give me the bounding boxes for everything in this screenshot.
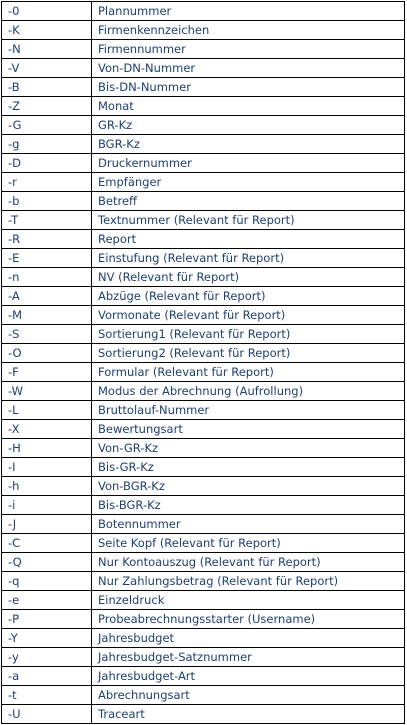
parameter-description: BGR-Kz xyxy=(92,135,405,154)
parameter-description: Jahresbudget-Satznummer xyxy=(92,648,405,667)
parameter-flag: -S xyxy=(2,325,92,344)
parameter-flag: -N xyxy=(2,40,92,59)
parameter-description: Report xyxy=(92,230,405,249)
parameter-description: Bis-BGR-Kz xyxy=(92,496,405,515)
parameter-flag: -D xyxy=(2,154,92,173)
table-row xyxy=(2,306,405,325)
parameter-flag: -B xyxy=(2,78,92,97)
parameter-description: Von-DN-Nummer xyxy=(92,59,405,78)
table-row xyxy=(2,496,405,515)
parameter-table-body xyxy=(2,2,405,724)
parameter-description: Sortierung1 (Relevant für Report) xyxy=(92,325,405,344)
table-row xyxy=(2,439,405,458)
parameter-flag: -I xyxy=(2,458,92,477)
table-row xyxy=(2,230,405,249)
parameter-description: GR-Kz xyxy=(92,116,405,135)
parameter-flag: -h xyxy=(2,477,92,496)
parameter-flag: -W xyxy=(2,382,92,401)
table-row xyxy=(2,154,405,173)
parameter-description: Nur Zahlungsbetrag (Relevant für Report) xyxy=(92,572,405,591)
parameter-flag: -Q xyxy=(2,553,92,572)
parameter-description: Bis-GR-Kz xyxy=(92,458,405,477)
table-row xyxy=(2,534,405,553)
parameter-flag: -n xyxy=(2,268,92,287)
parameter-description: Bewertungsart xyxy=(92,420,405,439)
parameter-description: Druckernummer xyxy=(92,154,405,173)
parameter-flag: -r xyxy=(2,173,92,192)
table-row xyxy=(2,610,405,629)
parameter-flag: -a xyxy=(2,667,92,686)
parameter-flag: -0 xyxy=(2,2,92,21)
table-row xyxy=(2,40,405,59)
parameter-description: Formular (Relevant für Report) xyxy=(92,363,405,382)
parameter-description: Plannummer xyxy=(92,2,405,21)
table-row xyxy=(2,59,405,78)
parameter-description: Monat xyxy=(92,97,405,116)
parameter-flag: -H xyxy=(2,439,92,458)
parameter-flag: -V xyxy=(2,59,92,78)
table-row xyxy=(2,363,405,382)
table-row xyxy=(2,325,405,344)
parameter-flag: -t xyxy=(2,686,92,705)
parameter-description: Abzüge (Relevant für Report) xyxy=(92,287,405,306)
table-row xyxy=(2,686,405,705)
parameter-description: Firmenkennzeichen xyxy=(92,21,405,40)
table-row xyxy=(2,477,405,496)
parameter-flag: -G xyxy=(2,116,92,135)
table-row xyxy=(2,420,405,439)
table-row xyxy=(2,211,405,230)
table-row xyxy=(2,173,405,192)
table-row xyxy=(2,287,405,306)
table-row xyxy=(2,705,405,724)
parameter-flag: -i xyxy=(2,496,92,515)
table-row xyxy=(2,591,405,610)
parameter-flag: -C xyxy=(2,534,92,553)
table-row xyxy=(2,382,405,401)
parameter-flag: -b xyxy=(2,192,92,211)
table-row xyxy=(2,97,405,116)
table-row xyxy=(2,515,405,534)
table-row xyxy=(2,78,405,97)
parameter-description: Textnummer (Relevant für Report) xyxy=(92,211,405,230)
parameter-flag: -y xyxy=(2,648,92,667)
table-row xyxy=(2,21,405,40)
table-row xyxy=(2,135,405,154)
parameter-flag: -Y xyxy=(2,629,92,648)
parameter-description: Einzeldruck xyxy=(92,591,405,610)
table-row xyxy=(2,458,405,477)
parameter-description: NV (Relevant für Report) xyxy=(92,268,405,287)
parameter-description: Firmennummer xyxy=(92,40,405,59)
parameter-description: Von-BGR-Kz xyxy=(92,477,405,496)
parameter-description: Von-GR-Kz xyxy=(92,439,405,458)
table-row xyxy=(2,401,405,420)
parameter-description: Betreff xyxy=(92,192,405,211)
parameter-description: Botennummer xyxy=(92,515,405,534)
parameter-flag: -L xyxy=(2,401,92,420)
parameter-description: Vormonate (Relevant für Report) xyxy=(92,306,405,325)
parameter-description: Traceart xyxy=(92,705,405,724)
table-row xyxy=(2,344,405,363)
parameter-description: Nur Kontoauszug (Relevant für Report) xyxy=(92,553,405,572)
parameter-table xyxy=(1,1,405,724)
parameter-flag: -K xyxy=(2,21,92,40)
parameter-flag: -R xyxy=(2,230,92,249)
parameter-description: Abrechnungsart xyxy=(92,686,405,705)
table-row xyxy=(2,249,405,268)
table-row xyxy=(2,2,405,21)
parameter-flag: -E xyxy=(2,249,92,268)
parameter-description: Modus der Abrechnung (Aufrollung) xyxy=(92,382,405,401)
parameter-flag: -q xyxy=(2,572,92,591)
table-row xyxy=(2,572,405,591)
parameter-description: Sortierung2 (Relevant für Report) xyxy=(92,344,405,363)
parameter-flag: -T xyxy=(2,211,92,230)
parameter-flag: -X xyxy=(2,420,92,439)
parameter-description: Jahresbudget xyxy=(92,629,405,648)
parameter-description: Einstufung (Relevant für Report) xyxy=(92,249,405,268)
parameter-flag: -F xyxy=(2,363,92,382)
table-row xyxy=(2,629,405,648)
table-row xyxy=(2,667,405,686)
parameter-description: Bruttolauf-Nummer xyxy=(92,401,405,420)
parameter-description: Empfänger xyxy=(92,173,405,192)
parameter-flag: -Z xyxy=(2,97,92,116)
parameter-flag: -P xyxy=(2,610,92,629)
parameter-flag: -g xyxy=(2,135,92,154)
table-row xyxy=(2,268,405,287)
parameter-flag: -e xyxy=(2,591,92,610)
parameter-description: Probeabrechnungsstarter (Username) xyxy=(92,610,405,629)
parameter-flag: -O xyxy=(2,344,92,363)
table-row xyxy=(2,192,405,211)
parameter-description: Jahresbudget-Art xyxy=(92,667,405,686)
table-row xyxy=(2,648,405,667)
parameter-flag: -A xyxy=(2,287,92,306)
parameter-flag: -J xyxy=(2,515,92,534)
parameter-description: Bis-DN-Nummer xyxy=(92,78,405,97)
parameter-flag: -U xyxy=(2,705,92,724)
table-row xyxy=(2,116,405,135)
table-row xyxy=(2,553,405,572)
parameter-description: Seite Kopf (Relevant für Report) xyxy=(92,534,405,553)
parameter-flag: -M xyxy=(2,306,92,325)
